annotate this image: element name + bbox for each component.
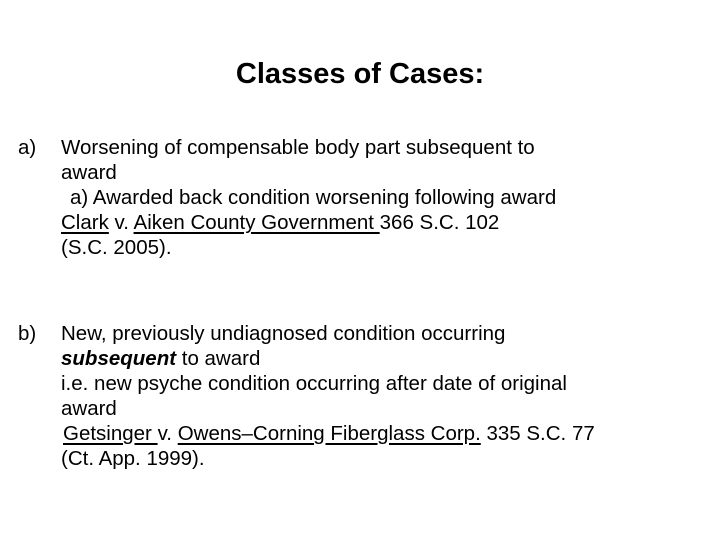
list-item-b [18,321,708,471]
case-party-defendant: Aiken County Government [133,211,380,234]
case-party-defendant: Owens–Corning Fiberglass Corp. [177,422,481,445]
example-text: a) Awarded back condition worsening following award [70,186,557,209]
list-item-a [18,135,708,260]
list-marker: a) [18,136,37,159]
case-versus: v. [108,211,134,234]
case-versus: v. [157,422,178,445]
item-heading-line: New, previously undiagnosed condition occurring [61,322,506,345]
case-party-plaintiff: Clark [61,211,109,234]
list-item-body [61,135,708,260]
case-citation [61,210,708,235]
heading-rest-text: to award [176,347,261,370]
case-court-year: (S.C. 2005). [61,236,172,259]
case-party-plaintiff: Getsinger [63,422,158,445]
list-marker: b) [18,322,37,345]
example-text: award [61,397,117,420]
slide-title: Classes of Cases: [235,58,485,90]
case-citation [61,421,708,446]
case-reporter: 366 S.C. 102 [379,211,500,234]
emphasis-text: subsequent [61,347,177,370]
case-reporter: 335 S.C. 77 [480,422,595,445]
example-text: i.e. new psyche condition occurring after date of original [61,372,567,395]
list-item-body [61,321,708,471]
item-heading-line: award [61,161,117,184]
item-heading-line [61,346,708,371]
case-court-year: (Ct. App. 1999). [61,447,205,470]
item-heading-line: Worsening of compensable body part subsequent to [61,136,535,159]
